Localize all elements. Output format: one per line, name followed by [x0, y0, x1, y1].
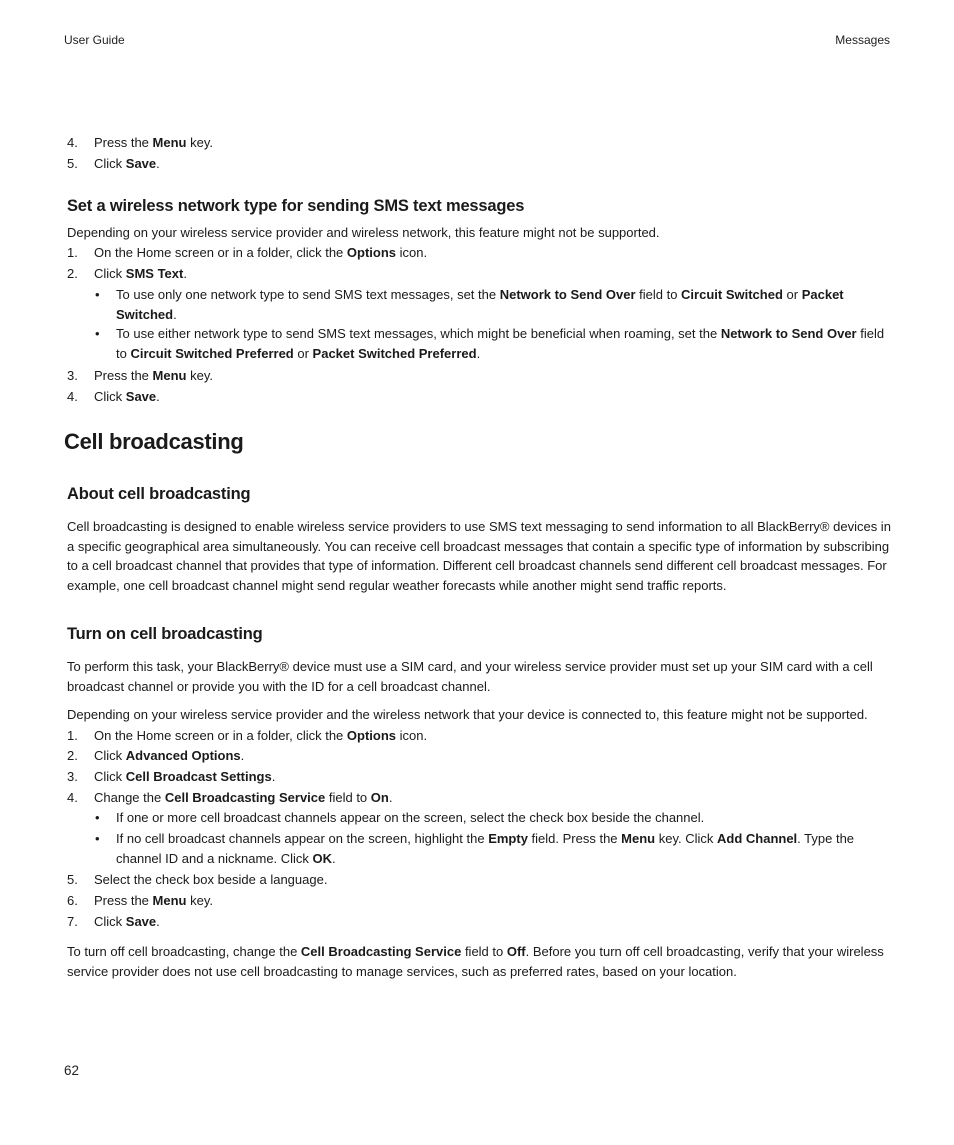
wireless-intro: Depending on your wireless service provider and wireless network, this feature might not be supported.: [67, 225, 660, 240]
bullet-icon: •: [95, 810, 100, 825]
bullet-icon: •: [95, 326, 100, 341]
turn-off-paragraph: To turn off cell broadcasting, change the Cell Broadcasting Service field to Off. Before you turn off cell broadcasting, verify that your wireless service provider does not use cell broadcasting to manage services, such as preferred rates, based on your location.: [67, 944, 884, 979]
running-header-left: User Guide: [64, 33, 125, 47]
bullet-icon: •: [95, 287, 100, 302]
bullet-icon: •: [95, 831, 100, 846]
section-heading-wireless-network: Set a wireless network type for sending SMS text messages: [67, 197, 525, 215]
running-header-right: Messages: [835, 33, 890, 47]
turnon-paragraph-1: To perform this task, your BlackBerry® device must use a SIM card, and your wireless service provider must set up your SIM card with a cell broadcast channel or provide you with the ID for a cell broadcast channel.: [67, 659, 873, 694]
section-heading-turn-on: Turn on cell broadcasting: [67, 625, 263, 643]
chapter-heading-cell-broadcasting: Cell broadcasting: [64, 429, 244, 454]
page-number: 62: [64, 1063, 80, 1078]
about-paragraph: Cell broadcasting is designed to enable wireless service providers to use SMS text messaging to send information to all BlackBerry® devices in a specific geographical area simultaneously. You can receive cell broadcast messages that contain a specific type of information by subscribing to a cell broadcast channel that provides that type of information. Different cell broadcast channels send different cell broadcast messages. For example, one cell broadcast channel might send regular weather forecasts while another might send traffic reports.: [67, 519, 891, 593]
section-heading-about-cell-broadcasting: About cell broadcasting: [67, 485, 251, 503]
turnon-paragraph-2: Depending on your wireless service provider and the wireless network that your device is connected to, this feature might not be supported.: [67, 707, 868, 722]
